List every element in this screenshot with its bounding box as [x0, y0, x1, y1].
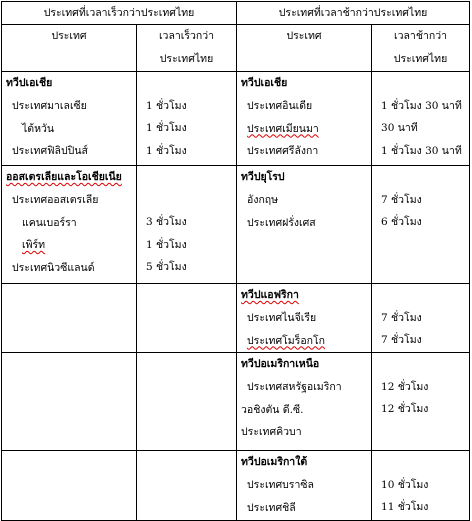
- country-name: ประเทศโมร็อกโก: [247, 334, 325, 347]
- time-value: 1 ชั่วโมง: [146, 238, 187, 251]
- time-value: 7 ชั่วโมง: [381, 193, 422, 206]
- country-name: อังกฤษ: [247, 194, 279, 206]
- country-name: ประเทศอินเดีย: [247, 100, 313, 112]
- right-country-cell: [237, 166, 372, 284]
- country-name: ประเทศออสเตรเลีย: [12, 194, 99, 206]
- continent-heading: ทวีปเอเชีย: [241, 77, 288, 89]
- right-value-cell: [372, 284, 470, 353]
- country-name: ประเทศมาเลเซีย: [12, 100, 87, 112]
- time-value: 3 ชั่วโมง: [146, 216, 187, 228]
- time-value: 5 ชั่วโมง: [146, 261, 187, 273]
- continent-heading: ทวีปอเมริกาเหนือ: [241, 358, 320, 370]
- country-label: ประเทศ: [286, 30, 322, 42]
- left-value-cell: [137, 284, 237, 353]
- faster-label-line2: ประเทศไทย: [159, 53, 214, 65]
- right-value-cell: [372, 451, 470, 521]
- subheader-country-right: [237, 25, 372, 72]
- header-slower: ประเทศที่เวลาช้ากว่าประเทศไทย: [237, 2, 470, 25]
- country-name: ประเทศบราซิล: [247, 479, 314, 491]
- continent-heading: ทวีปแอฟริกา: [241, 289, 299, 301]
- right-country-cell: [237, 72, 372, 166]
- time-value: 1 ชั่วโมง: [146, 99, 187, 112]
- left-country-cell: [2, 72, 137, 166]
- time-value: 12 ชั่วโมง: [381, 380, 429, 393]
- time-value: 7 ชั่วโมง: [381, 334, 422, 346]
- country-name: ประเทศไนจีเรีย: [247, 312, 317, 324]
- right-value-cell: [372, 72, 470, 166]
- right-country-cell: [237, 451, 372, 521]
- time-value: 1 ชั่วโมง: [146, 144, 187, 157]
- country-name: ประเทศฟิลิปปินส์: [12, 145, 88, 157]
- slower-label-line1: เวลาช้ากว่า: [394, 30, 448, 42]
- table-row: [2, 72, 470, 166]
- left-value-cell: [137, 166, 237, 284]
- left-country-cell: [2, 166, 137, 284]
- city-name: วอชิงตัน ดี.ซี.: [241, 403, 304, 416]
- left-country-cell: [2, 451, 137, 521]
- time-value: 10 ชั่วโมง: [381, 478, 429, 491]
- subheader-slower: [372, 25, 470, 72]
- left-value-cell: [137, 451, 237, 521]
- left-value-cell: [137, 353, 237, 451]
- country-name: ไต้หวัน: [22, 122, 55, 135]
- header-faster: ประเทศที่เวลาเร็วกว่าประเทศไทย: [2, 2, 237, 25]
- subheader-country-left: [2, 25, 137, 72]
- right-country-cell: [237, 353, 372, 451]
- right-value-cell: [372, 166, 470, 284]
- left-value-cell: [137, 72, 237, 166]
- left-country-cell: [2, 353, 137, 451]
- faster-label-line1: เวลาเร็วกว่า: [158, 30, 215, 42]
- right-country-cell: [237, 284, 372, 353]
- table-row: [2, 353, 470, 451]
- country-name: ประเทศศรีลังกา: [247, 145, 319, 157]
- time-difference-table: [1, 1, 470, 521]
- left-country-cell: [2, 284, 137, 353]
- continent-heading: ทวีปอเมริกาใต้: [241, 456, 308, 468]
- time-value: 7 ชั่วโมง: [381, 311, 422, 324]
- country-name: ประเทศนิวซีแลนด์: [12, 261, 95, 274]
- city-name: แคนเบอร์รา: [22, 216, 77, 229]
- time-value: 30 นาที: [381, 122, 418, 134]
- time-value: 6 ชั่วโมง: [381, 216, 422, 228]
- subheader-faster: [137, 25, 237, 72]
- country-name: ประเทศชิลี: [247, 501, 296, 514]
- time-value: 12 ชั่วโมง: [381, 403, 429, 415]
- country-name: ประเทศสหรัฐอเมริกา: [247, 381, 342, 393]
- table-row: [2, 166, 470, 284]
- right-value-cell: [372, 353, 470, 451]
- continent-heading: ทวีปยุโรป: [241, 171, 285, 183]
- country-name: ประเทศคิวบา: [241, 426, 302, 438]
- country-label: ประเทศ: [51, 30, 87, 42]
- continent-heading: ทวีปเอเชีย: [6, 77, 53, 89]
- country-name: ประเทศเมียนมา: [247, 122, 319, 135]
- header-row: [2, 2, 470, 25]
- slower-label-line2: ประเทศไทย: [393, 53, 448, 65]
- continent-heading: ออสเตรเลียและโอเชียเนีย: [6, 171, 122, 183]
- time-value: 1 ชั่วโมง: [146, 122, 187, 134]
- country-name: ประเทศฝรั่งเศส: [247, 216, 316, 229]
- subheader-row: [2, 25, 470, 72]
- time-value: 1 ชั่วโมง 30 นาที: [381, 144, 462, 157]
- time-value: 11 ชั่วโมง: [381, 501, 429, 513]
- city-name: เพิร์ท: [22, 239, 46, 251]
- table-row: [2, 451, 470, 521]
- table-row: [2, 284, 470, 353]
- time-value: 1 ชั่วโมง 30 นาที: [381, 99, 462, 112]
